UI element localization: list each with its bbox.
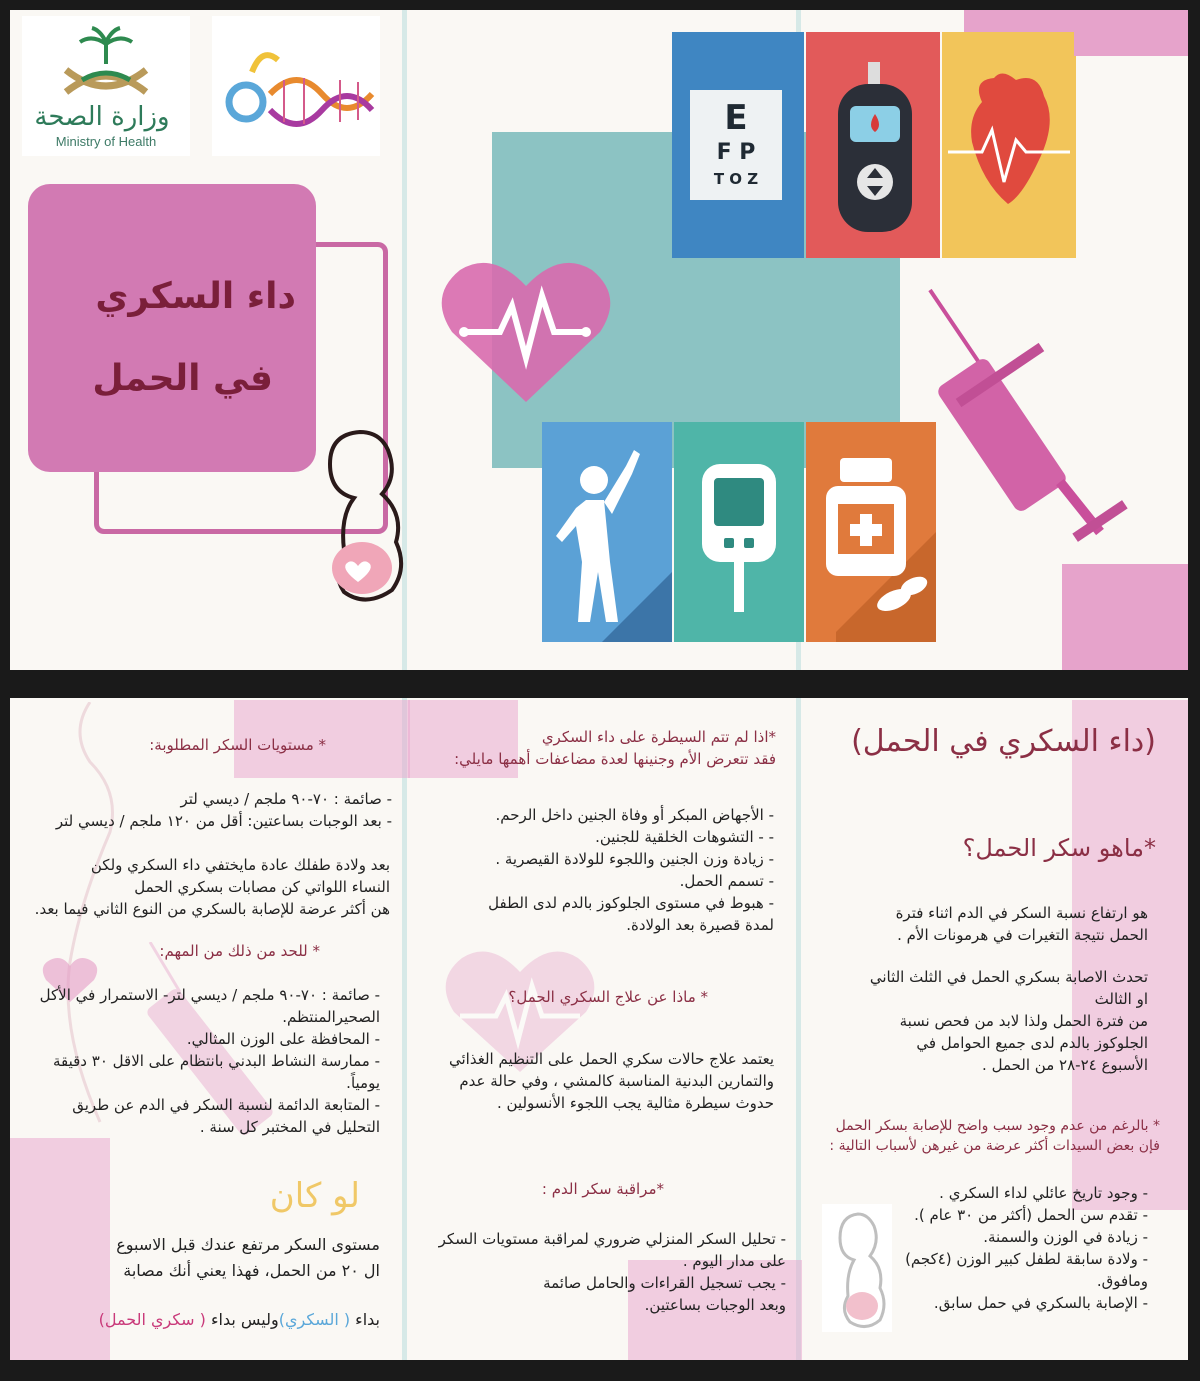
palm-logo-icon	[22, 22, 190, 102]
inside-title: (داء السكري في الحمل)	[851, 724, 1156, 759]
glucose-meter-icon	[674, 422, 804, 642]
monitor-heading: *مراقبة سكر الدم :	[541, 1180, 664, 1198]
pink-corner-block	[964, 10, 1188, 32]
health-programs-logo	[212, 16, 380, 156]
glucometer-icon	[806, 32, 940, 258]
pink-corner-block	[1074, 32, 1188, 56]
cover-title-line1: داء السكري	[95, 276, 296, 317]
eye-chart-row3: T O Z	[713, 170, 759, 188]
reduce-heading: * للحد من ذلك من المهم:	[159, 942, 320, 960]
if-paragraph-line3	[50, 1284, 380, 1332]
brochure-outside	[10, 10, 1188, 670]
levels-heading: * مستويات السكر المطلوبة:	[149, 736, 326, 754]
medicine-bottle-icon	[806, 422, 936, 642]
pregnant-woman-icon	[822, 1204, 892, 1332]
medicine-tile	[806, 422, 936, 642]
syringe-icon	[910, 280, 1130, 550]
exercise-tile	[542, 422, 672, 642]
glucometer-tile	[806, 32, 940, 258]
eye-chart-tile	[672, 32, 804, 258]
gestational-diabetes-term: ( سكري الحمل)	[98, 1310, 206, 1329]
brochure-inside	[10, 698, 1188, 1360]
glucose-meter-tile	[674, 422, 804, 642]
reduce-list: - صائمة : ٧٠-٩٠ ملجم / ديسي لتر- الاستمرار في الأكل الصحيرالمنتظم. - المحافظة على الوزن المثالي. - ممارسة النشاط البدني بانتظام على الاقل ٣٠ دقيقة يومياً. - المتابعة الدائمة لنسبة السكر في الدم عن طريق التحليل في المختبر كل سنة .	[39, 986, 380, 1136]
eye-chart-icon	[690, 90, 782, 200]
if-text: وليس بداء	[205, 1310, 279, 1329]
moh-arabic-name: وزارة الصحة	[34, 102, 170, 132]
diabetes-term: ( السكري)	[278, 1310, 351, 1329]
levels-list: - صائمة : ٧٠-٩٠ ملجم / ديسي لتر - بعد الوجبات بساعتين: أقل من ١٢٠ ملجم / ديسي لتر	[55, 790, 392, 830]
after-birth-paragraph: بعد ولادة طفلك عادة مايختفي داء السكري ولكن النساء اللواتي كن مصابات بسكري الحمل هن أكثر عرضة للإصابة بالسكري من النوع الثاني فيما بعد.	[34, 856, 390, 918]
if-paragraph: مستوى السكر مرتفع عندك قبل الاسبوع ال ٢٠ من الحمل، فهذا يعني أنك مصابة	[116, 1235, 380, 1280]
if-text: بداء	[350, 1310, 380, 1329]
pregnant-woman-icon	[300, 420, 410, 610]
moh-english-name: Ministry of Health	[55, 134, 157, 149]
risk-list: - وجود تاريخ عائلي لداء السكري . - تقدم سن الحمل (أكثر من ٣٠ عام ). - زيادة في الوزن والسمنة. - ولادة سابقة لطفل كبير الوزن (٤كجم) ومافوق. - الإصابة بالسكري في حمل سابق.	[905, 1184, 1148, 1312]
exercise-person-icon	[542, 422, 672, 642]
cover-title-line2: في الحمل	[92, 358, 273, 399]
pink-corner-block	[1062, 564, 1188, 670]
dna-logo-icon	[212, 16, 380, 156]
moh-logo	[22, 16, 190, 156]
eye-chart-row1: E	[724, 98, 748, 138]
complications-list: - الأجهاض المبكر أو وفاة الجنين داخل الرحم. - - التشوهات الخلقية للجنين. - زيادة وزن الجنين واللجوء للولادة القيصرية . - تسمم الحمل. - هبوط في مستوى الجلوكوز بالدم لدى الطفل لمدة قصيرة بعد الولادة.	[488, 806, 774, 934]
complications-heading: *اذا لم تتم السيطرة على داء السكري فقد تتعرض الأم وجنينها لعدة مضاعفات أهمها مايلي:	[454, 728, 776, 768]
if-heading: لو كان	[269, 1176, 360, 1216]
heart-organ-icon	[942, 32, 1076, 258]
treatment-heading: * ماذا عن علاج السكري الحمل؟	[508, 988, 708, 1006]
monitor-list: - تحليل السكر المنزلي ضروري لمراقبة مستويات السكر على مدار اليوم . - يجب تسجيل القراءات والحامل صائمة وبعد الوجبات بساعتين.	[438, 1230, 786, 1314]
what-is-heading: *ماهو سكر الحمل؟	[962, 834, 1156, 862]
fold-line	[402, 698, 407, 1360]
silhouette-card	[822, 1204, 892, 1332]
what-is-paragraph: هو ارتفاع نسبة السكر في الدم اثناء فترة الحمل نتيجة التغيرات في هرمونات الأم .	[895, 904, 1148, 944]
treatment-paragraph: يعتمد علاج حالات سكري الحمل على التنظيم الغذائي والتمارين البدنية المناسبة كالمشي ، وفي حالة عدم حدوث سيطرة مثالية يجب اللجوء الأنسولين .	[449, 1050, 774, 1112]
risk-heading: * بالرغم من عدم وجود سبب واضح للإصابة بسكر الحمل فإن بعض السيدات أكثر عرضة من غيرهن لأسباب التالية :	[829, 1118, 1160, 1154]
heart-organ-tile	[942, 32, 1076, 258]
heart-pulse-icon	[436, 256, 616, 406]
eye-chart-row2: F P	[716, 140, 756, 165]
title-box	[28, 184, 316, 472]
timing-paragraph: تحدث الاصابة بسكري الحمل في الثلث الثاني او الثالث من فترة الحمل ولذا لابد من فحص نسبة الجلوكوز بالدم لدى جميع الحوامل في الأسبوع ٢٤-٢٨ من الحمل .	[869, 968, 1148, 1074]
